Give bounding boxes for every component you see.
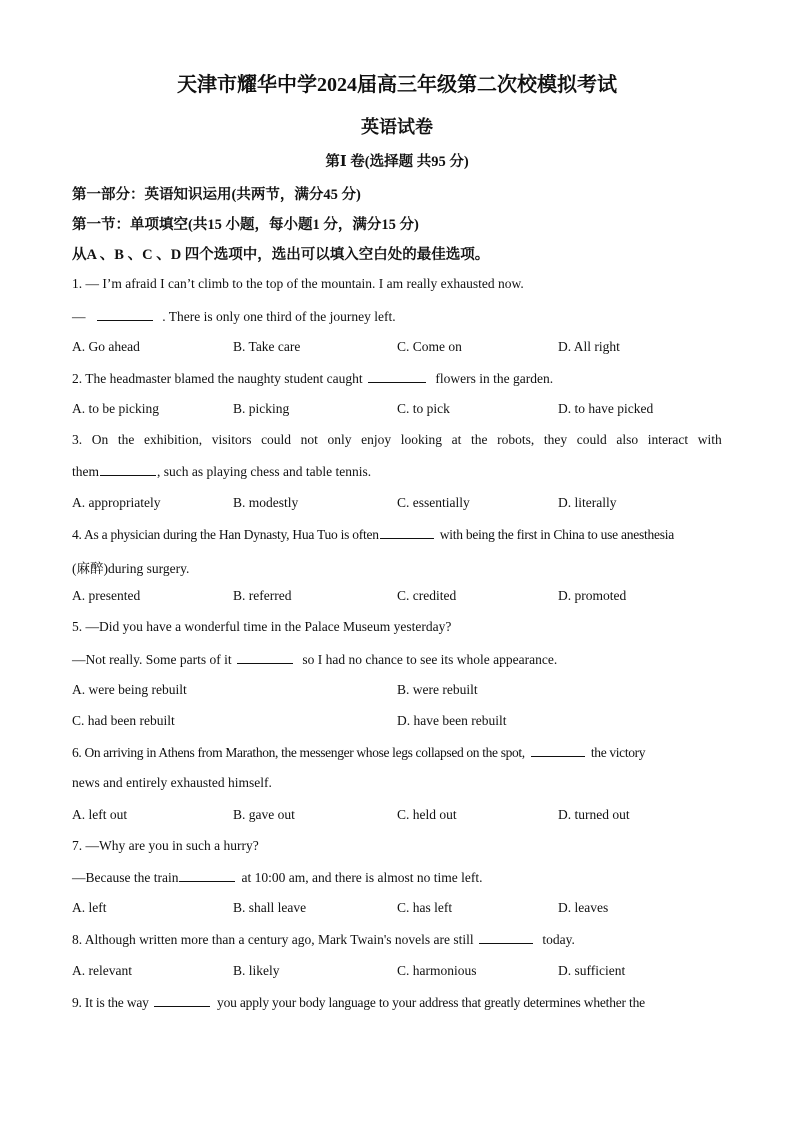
answer-blank	[97, 308, 153, 321]
word: exhibition,	[143, 432, 203, 447]
instruction-text: 从A 、B 、C 、D 四个选项中，选出可以填入空白处的最佳选项。	[72, 247, 490, 263]
answer-blank	[237, 651, 293, 664]
question-3-option-b: B. modestly	[233, 495, 299, 510]
question-6-text-before: 6. On arriving in Athens from Marathon, the messenger whose legs collapsed on the spot,	[72, 745, 525, 760]
question-9-text-before: 9. It is the way	[72, 995, 149, 1010]
question-1-option-d: D. All right	[558, 339, 620, 354]
part-heading: 第一部分：英语知识运用(共两节，满分45 分)	[72, 187, 361, 203]
question-6-option-a: A. left out	[72, 807, 128, 822]
question-8-option-a: A. relevant	[72, 963, 132, 978]
word: enjoy	[361, 432, 392, 447]
question-8-option-c: C. harmonious	[397, 963, 477, 978]
word: also	[616, 432, 639, 447]
question-9-stem	[72, 994, 645, 1011]
question-1-response	[72, 308, 396, 325]
question-5-option-b: B. were rebuilt	[397, 682, 478, 697]
question-7-option-c: C. has left	[397, 900, 453, 915]
question-6-text-after: the victory	[590, 745, 646, 760]
volume-heading: 第Ⅰ 卷(选择题 共95 分)	[325, 154, 469, 170]
dash: —	[72, 309, 86, 324]
word: at	[451, 432, 462, 447]
word: only	[327, 432, 352, 447]
question-2-option-b: B. picking	[233, 401, 290, 416]
question-4-option-d: D. promoted	[558, 588, 627, 603]
question-7-stem: 7. —Why are you in such a hurry?	[72, 838, 259, 853]
question-2-option-c: C. to pick	[397, 401, 450, 416]
question-8-option-b: B. likely	[233, 963, 280, 978]
question-7-text-before: —Because the train	[72, 870, 179, 885]
word: interact	[647, 432, 689, 447]
question-1-response-text: . There is only one third of the journey left.	[162, 309, 396, 324]
question-8-text-after: today.	[542, 932, 575, 947]
question-4-stem	[72, 526, 674, 543]
question-7-option-d: D. leaves	[558, 900, 609, 915]
question-3-option-d: D. literally	[558, 495, 617, 510]
question-4-stem-cont: (麻醉)during surgery.	[72, 561, 190, 576]
answer-blank	[531, 744, 585, 757]
question-5-option-c: C. had been rebuilt	[72, 713, 175, 728]
question-1-option-b: B. Take care	[233, 339, 301, 354]
question-5-stem: 5. —Did you have a wonderful time in the Palace Museum yesterday?	[72, 619, 452, 634]
answer-blank	[154, 994, 210, 1007]
exam-title: 天津市耀华中学2024届高三年级第二次校模拟考试	[177, 74, 617, 96]
question-3-text-before: them	[72, 464, 99, 479]
question-6-stem	[72, 744, 645, 761]
question-2-option-d: D. to have picked	[558, 401, 654, 416]
question-3-stem	[72, 432, 722, 448]
answer-blank	[479, 931, 533, 944]
question-3-stem-cont	[72, 463, 371, 480]
question-2-option-a: A. to be picking	[72, 401, 159, 416]
answer-blank	[179, 869, 235, 882]
question-7-option-b: B. shall leave	[233, 900, 307, 915]
question-4-option-a: A. presented	[72, 588, 141, 603]
question-5-option-a: A. were being rebuilt	[72, 682, 187, 697]
question-6-option-b: B. gave out	[233, 807, 295, 822]
answer-blank	[380, 526, 434, 539]
question-9-text-after: you apply your body language to your address that greatly determines whether the	[217, 995, 645, 1010]
question-4-text-before: 4. As a physician during the Han Dynasty, Hua Tuo is often	[72, 527, 379, 542]
question-2-text-after: flowers in the garden.	[435, 371, 554, 386]
question-6-option-c: C. held out	[397, 807, 457, 822]
question-1-stem: 1. — I’m afraid I can’t climb to the top of the mountain. I am really exhausted now.	[72, 276, 524, 291]
question-3-option-c: C. essentially	[397, 495, 470, 510]
question-2-text-before: 2. The headmaster blamed the naughty student caught	[72, 371, 363, 386]
question-2-stem	[72, 370, 553, 387]
question-3-text-after: , such as playing chess and table tennis.	[157, 464, 372, 479]
question-6-stem-cont: news and entirely exhausted himself.	[72, 775, 272, 790]
question-3-option-a: A. appropriately	[72, 495, 161, 510]
question-8-stem	[72, 931, 575, 948]
question-8-option-d: D. sufficient	[558, 963, 626, 978]
answer-blank	[100, 463, 156, 476]
word: could	[576, 432, 607, 447]
word: could	[261, 432, 292, 447]
word: robots,	[497, 432, 535, 447]
question-6-option-d: D. turned out	[558, 807, 630, 822]
word: with	[697, 432, 722, 447]
word: 3.	[72, 432, 83, 447]
question-4-option-b: B. referred	[233, 588, 292, 603]
question-4-text-after: with being the first in China to use anesthesia	[439, 527, 674, 542]
word: the	[471, 432, 488, 447]
word: not	[300, 432, 318, 447]
answer-blank	[368, 370, 426, 383]
question-7-response	[72, 869, 483, 886]
question-7-option-a: A. left	[72, 900, 107, 915]
question-5-option-d: D. have been rebuilt	[397, 713, 507, 728]
word: looking	[400, 432, 443, 447]
question-5-text-before: —Not really. Some parts of it	[72, 652, 232, 667]
section-heading: 第一节：单项填空(共15 小题，每小题1 分，满分15 分)	[72, 217, 419, 233]
question-5-text-after: so I had no chance to see its whole appearance.	[302, 652, 558, 667]
question-7-text-after: at 10:00 am, and there is almost no time left.	[241, 870, 483, 885]
question-1-option-a: A. Go ahead	[72, 339, 140, 354]
subject-title: 英语试卷	[361, 117, 433, 137]
question-8-text-before: 8. Although written more than a century ago, Mark Twain's novels are still	[72, 932, 474, 947]
question-4-option-c: C. credited	[397, 588, 457, 603]
word: On	[91, 432, 109, 447]
word: the	[117, 432, 135, 447]
question-5-response	[72, 651, 557, 668]
word: visitors	[211, 432, 252, 447]
question-1-option-c: C. Come on	[397, 339, 462, 354]
word: they	[543, 432, 568, 447]
